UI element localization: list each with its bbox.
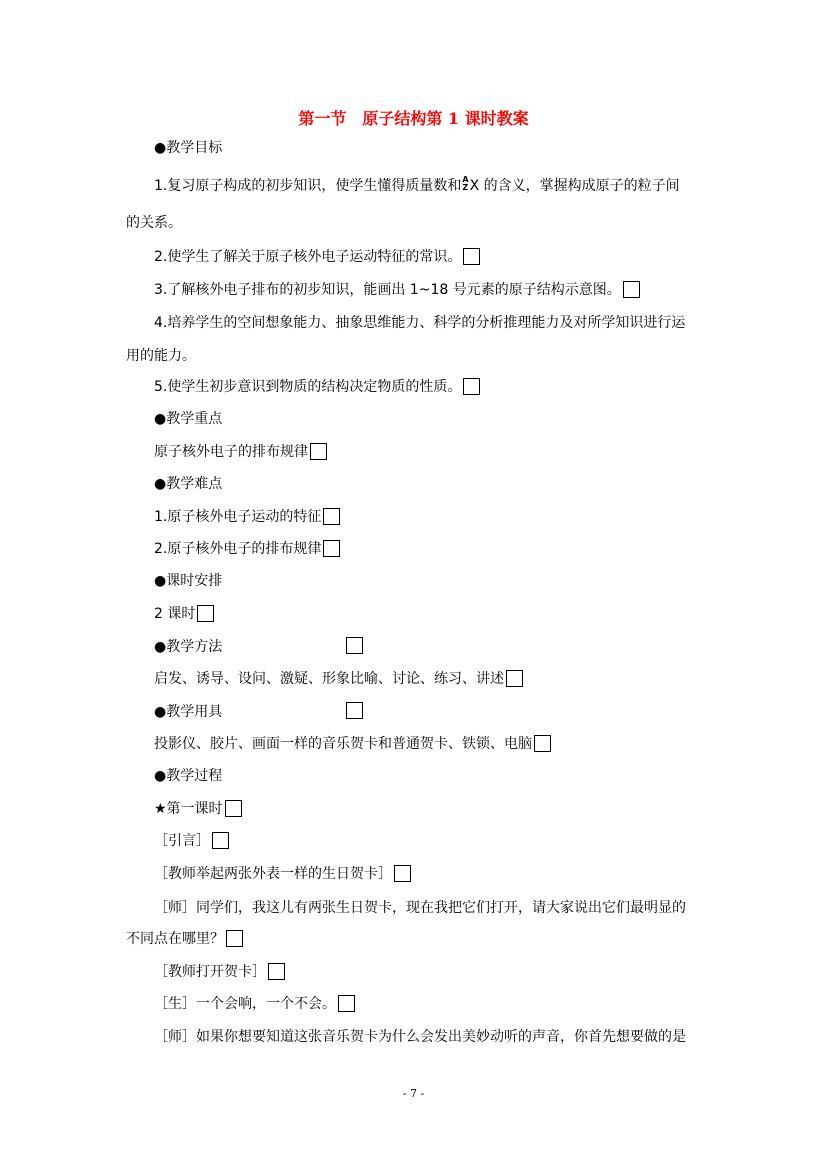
tools-heading: ●教学用具 (154, 704, 223, 720)
checkbox (338, 995, 355, 1012)
tools-item (154, 734, 551, 754)
student-says (154, 994, 355, 1014)
key-point-text: 原子核外电子的排布规律 (154, 444, 308, 460)
checkbox (310, 443, 327, 460)
checkbox (506, 670, 523, 687)
page-number: - 7 - (402, 1087, 425, 1100)
checkbox (226, 930, 243, 947)
checkbox (212, 832, 229, 849)
difficult-point-1-text: 1.原子核外电子运动的特征 (154, 509, 322, 525)
teacher-says-1-continuation (126, 929, 243, 949)
teacher-action-2 (154, 962, 285, 982)
tools-text: 投影仪、胶片、画面一样的音乐贺卡和普通贺卡、铁锁、电脑 (154, 736, 532, 752)
intro-text: ［引言］ (154, 833, 210, 849)
schedule-heading: ●课时安排 (154, 573, 223, 589)
checkbox (268, 963, 285, 980)
teacher-action-1-text: ［教师举起两张外表一样的生日贺卡］ (154, 866, 392, 882)
objective-5-text: 5.使学生初步意识到物质的结构决定物质的性质。 (154, 379, 462, 395)
checkbox (323, 540, 340, 557)
difficult-point-2 (154, 539, 340, 559)
atomic-number: Z (462, 183, 469, 192)
teacher-says-2: ［师］如果你想要知道这张音乐贺卡为什么会发出美妙动听的声音，你首先想要做的是 (154, 1029, 686, 1045)
mass-number: A (462, 175, 469, 184)
lesson-1-heading (154, 799, 242, 819)
objective-2 (154, 247, 480, 267)
checkbox (623, 281, 640, 298)
objective-1-continuation: 的关系。 (126, 215, 182, 231)
objective-3 (154, 280, 640, 300)
objective-1-part1: 1.复习原子构成的初步知识，使学生懂得质量数和 (154, 178, 462, 194)
objective-5 (154, 377, 480, 397)
checkbox (323, 508, 340, 525)
method-heading: ●教学方法 (154, 639, 223, 655)
checkbox (463, 378, 480, 395)
lesson-1-text: ★第一课时 (154, 801, 223, 817)
teacher-action-2-text: ［教师打开贺卡］ (154, 964, 266, 980)
teacher-says-1: ［师］同学们，我这儿有两张生日贺卡，现在我把它们打开，请大家说出它们最明显的 (154, 900, 686, 916)
teacher-says-1-cont-text: 不同点在哪里？ (126, 931, 224, 947)
schedule-text: 2 课时 (154, 606, 196, 622)
teacher-action-1 (154, 864, 411, 884)
key-point-item (154, 442, 327, 462)
objective-4-continuation: 用的能力。 (126, 348, 196, 364)
difficult-points-heading: ●教学难点 (154, 476, 223, 492)
checkbox (534, 735, 551, 752)
difficult-point-2-text: 2.原子核外电子的排布规律 (154, 541, 322, 557)
checkbox (225, 800, 242, 817)
checkbox (346, 637, 363, 654)
checkbox (346, 702, 363, 719)
checkbox (394, 865, 411, 882)
objectives-heading: ●教学目标 (154, 140, 223, 156)
process-heading: ●教学过程 (154, 768, 223, 784)
objective-4: 4.培养学生的空间想象能力、抽象思维能力、科学的分析推理能力及对所学知识进行运 (154, 315, 686, 331)
method-item (154, 669, 523, 689)
key-points-heading: ●教学重点 (154, 411, 223, 427)
nuclide-notation (462, 176, 468, 192)
objective-1-part2: X 的含义，掌握构成原子的粒子间 (469, 178, 680, 194)
difficult-point-1 (154, 507, 340, 527)
objective-2-text: 2.使学生了解关于原子核外电子运动特征的常识。 (154, 249, 462, 265)
checkbox (197, 605, 214, 622)
method-text: 启发、诱导、设问、激疑、形象比喻、讨论、练习、讲述 (154, 671, 504, 687)
schedule-item (154, 604, 214, 624)
objective-3-text: 3.了解核外电子排布的初步知识，能画出 1~18 号元素的原子结构示意图。 (154, 282, 621, 298)
checkbox (463, 248, 480, 265)
student-says-text: ［生］一个会响，一个不会。 (154, 996, 336, 1012)
intro-line (154, 831, 229, 851)
page-title: 第一节 原子结构第 1 课时教案 (298, 109, 529, 128)
objective-1 (154, 176, 680, 196)
